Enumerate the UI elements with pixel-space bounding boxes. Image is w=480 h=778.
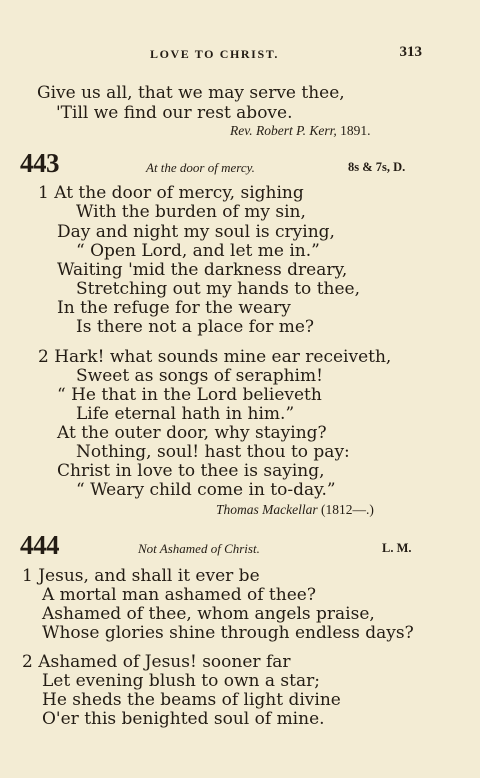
hymn-meter: 8s & 7s, D.: [348, 160, 406, 174]
verse-line: At the outer door, why staying?: [57, 423, 327, 443]
verse-line: Whose glories shine through endless days?: [42, 623, 414, 643]
verse-line: 1 Jesus, and shall it ever be: [22, 566, 260, 586]
attribution: [230, 123, 370, 139]
verse-line: “ He that in the Lord believeth: [57, 385, 322, 405]
attribution: [216, 502, 374, 518]
page-number: 313: [399, 44, 422, 60]
verse-line: Ashamed of thee, whom angels praise,: [42, 604, 375, 624]
verse-line: Is there not a place for me?: [76, 317, 315, 337]
verse-line: Let evening blush to own a star;: [42, 671, 320, 691]
hymn-number: 443: [20, 148, 59, 178]
verse-line: “ Weary child come in to-day.”: [76, 480, 336, 500]
verse-line: In the refuge for the weary: [57, 298, 291, 318]
verse-line: He sheds the beams of light divine: [42, 690, 341, 710]
hymn-number: 444: [20, 530, 59, 560]
verse-line: Nothing, soul! hast thou to pay:: [76, 442, 350, 462]
verse-line: Life eternal hath in him.”: [76, 404, 295, 424]
verse-line: With the burden of my sin,: [76, 202, 306, 222]
author: Thomas Mackellar: [216, 502, 318, 517]
verse-line: 1 At the door of mercy, sighing: [38, 183, 304, 203]
verse-line: “ Open Lord, and let me in.”: [76, 241, 320, 261]
author: Rev. Robert P. Kerr,: [230, 123, 337, 138]
verse-line: Give us all, that we may serve thee,: [37, 83, 345, 103]
year: 1891.: [340, 123, 371, 138]
verse-line: 2 Hark! what sounds mine ear receiveth,: [38, 347, 392, 367]
hymn-title: At the door of mercy.: [146, 160, 255, 175]
running-title: LOVE TO CHRIST.: [150, 47, 280, 61]
verse-line: Christ in love to thee is saying,: [57, 461, 325, 481]
verse-line: A mortal man ashamed of thee?: [42, 585, 316, 605]
verse-line: Waiting 'mid the darkness dreary,: [57, 260, 348, 280]
year: (1812—.): [321, 502, 374, 517]
verse-line: Sweet as songs of seraphim!: [76, 366, 323, 386]
verse-line: 2 Ashamed of Jesus! sooner far: [22, 652, 291, 672]
verse-line: O'er this benighted soul of mine.: [42, 709, 325, 729]
hymn-title: Not Ashamed of Christ.: [138, 541, 260, 556]
verse-line: 'Till we find our rest above.: [56, 103, 293, 123]
verse-line: Day and night my soul is crying,: [57, 222, 335, 242]
hymn-meter: L. M.: [382, 541, 412, 555]
verse-line: Stretching out my hands to thee,: [76, 279, 361, 299]
